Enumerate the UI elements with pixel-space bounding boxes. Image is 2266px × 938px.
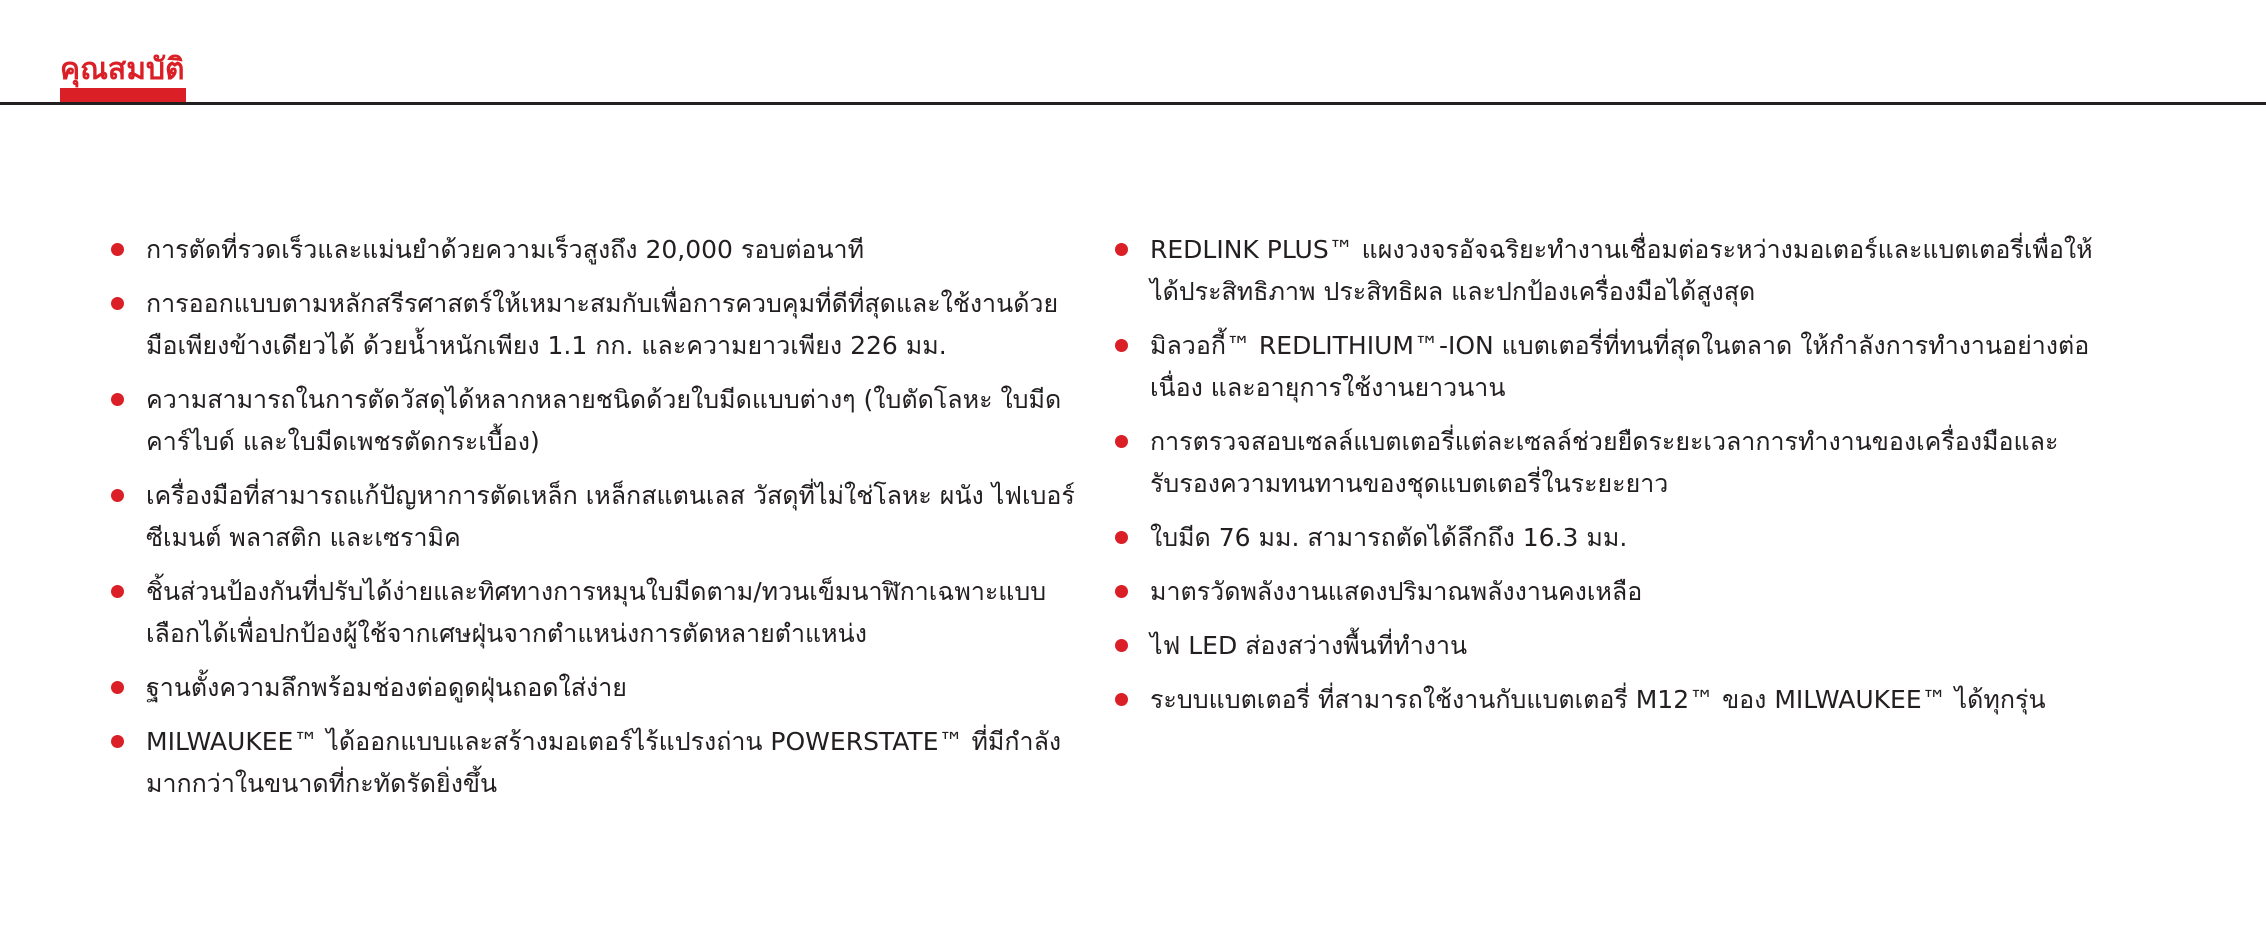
bullet-icon bbox=[1115, 243, 1128, 256]
feature-text: การตัดที่รวดเร็วและแม่นยำด้วยความเร็วสูงถึง 20,000 รอบต่อนาที bbox=[146, 235, 865, 264]
feature-item bbox=[108, 379, 1088, 463]
feature-item bbox=[1112, 679, 2112, 721]
bullet-icon bbox=[1115, 693, 1128, 706]
feature-item bbox=[1112, 625, 2112, 667]
feature-item bbox=[108, 475, 1088, 559]
bullet-icon bbox=[111, 243, 124, 256]
feature-text: ไฟ LED ส่องสว่างพื้นที่ทำงาน bbox=[1150, 631, 1468, 660]
bullet-icon bbox=[1115, 435, 1128, 448]
feature-text: ระบบแบตเตอรี่ ที่สามารถใช้งานกับแบตเตอรี่ M12™ ของ MILWAUKEE™ ได้ทุกรุ่น bbox=[1150, 685, 2046, 714]
feature-item bbox=[108, 667, 1088, 709]
feature-item bbox=[108, 721, 1088, 805]
feature-item bbox=[108, 283, 1088, 367]
feature-item bbox=[1112, 325, 2112, 409]
feature-item bbox=[108, 229, 1088, 271]
bullet-icon bbox=[111, 297, 124, 310]
bullet-icon bbox=[111, 585, 124, 598]
feature-text: การออกแบบตามหลักสรีรศาสตร์ให้เหมาะสมกับเพื่อการควบคุมที่ดีที่สุดและใช้งานด้วยมือเพียงข้างเดียวได้ ด้วยน้ำหนักเพียง 1.1 กก. และความยาวเพียง 226 มม. bbox=[146, 289, 1059, 360]
bullet-icon bbox=[1115, 531, 1128, 544]
feature-text: เครื่องมือที่สามารถแก้ปัญหาการตัดเหล็ก เหล็กสแตนเลส วัสดุที่ไม่ใช่โลหะ ผนัง ไฟเบอร์ซีเมนต์ พลาสติก และเซรามิค bbox=[146, 481, 1075, 552]
feature-item bbox=[108, 571, 1088, 655]
feature-item bbox=[1112, 421, 2112, 505]
feature-text: ความสามารถในการตัดวัสดุได้หลากหลายชนิดด้วยใบมีดแบบต่างๆ (ใบตัดโลหะ ใบมีดคาร์ไบด์ และใบมีดเพชรตัดกระเบื้อง) bbox=[146, 385, 1062, 456]
feature-item bbox=[1112, 229, 2112, 313]
feature-text: มิลวอกี้™ REDLITHIUM™-ION แบตเตอรี่ที่ทนที่สุดในตลาด ให้กำลังการทำงานอย่างต่อเนื่อง และอายุการใช้งานยาวนาน bbox=[1150, 331, 2090, 402]
bullet-icon bbox=[111, 393, 124, 406]
feature-text: มาตรวัดพลังงานแสดงปริมาณพลังงานคงเหลือ bbox=[1150, 577, 1643, 606]
feature-text: REDLINK PLUS™ แผงวงจรอัจฉริยะทำงานเชื่อมต่อระหว่างมอเตอร์และแบตเตอรี่เพื่อให้ได้ประสิทธิภาพ ประสิทธิผล และปกป้องเครื่องมือได้สูงสุด bbox=[1150, 235, 2093, 306]
feature-item bbox=[1112, 517, 2112, 559]
section-title: คุณสมบัติ bbox=[60, 52, 185, 87]
bullet-icon bbox=[111, 735, 124, 748]
feature-text: ใบมีด 76 มม. สามารถตัดได้ลึกถึง 16.3 มม. bbox=[1150, 523, 1628, 552]
bullet-icon bbox=[1115, 585, 1128, 598]
feature-text: ฐานตั้งความลึกพร้อมช่องต่อดูดฝุ่นถอดใส่ง่าย bbox=[146, 673, 627, 702]
header-divider bbox=[0, 102, 2266, 105]
features-list-left bbox=[108, 229, 1088, 817]
feature-text: การตรวจสอบเซลล์แบตเตอรี่แต่ละเซลล์ช่วยยืดระยะเวลาการทำงานของเครื่องมือและรับรองความทนทานของชุดแบตเตอรี่ในระยะยาว bbox=[1150, 427, 2059, 498]
bullet-icon bbox=[111, 681, 124, 694]
feature-text: ชิ้นส่วนป้องกันที่ปรับได้ง่ายและทิศทางการหมุนใบมีดตาม/ทวนเข็มนาฬิกาเฉพาะแบบเลือกได้เพื่อปกป้องผู้ใช้จากเศษฝุ่นจากตำแหน่งการตัดหลายตำแหน่ง bbox=[146, 577, 1047, 648]
feature-item bbox=[1112, 571, 2112, 613]
section-header bbox=[0, 0, 2266, 106]
feature-text: MILWAUKEE™ ได้ออกแบบและสร้างมอเตอร์ไร้แปรงถ่าน POWERSTATE™ ที่มีกำลังมากกว่าในขนาดที่กะทัดรัดยิ่งขึ้น bbox=[146, 727, 1062, 798]
bullet-icon bbox=[1115, 339, 1128, 352]
bullet-icon bbox=[1115, 639, 1128, 652]
bullet-icon bbox=[111, 489, 124, 502]
features-list-right bbox=[1112, 229, 2112, 733]
